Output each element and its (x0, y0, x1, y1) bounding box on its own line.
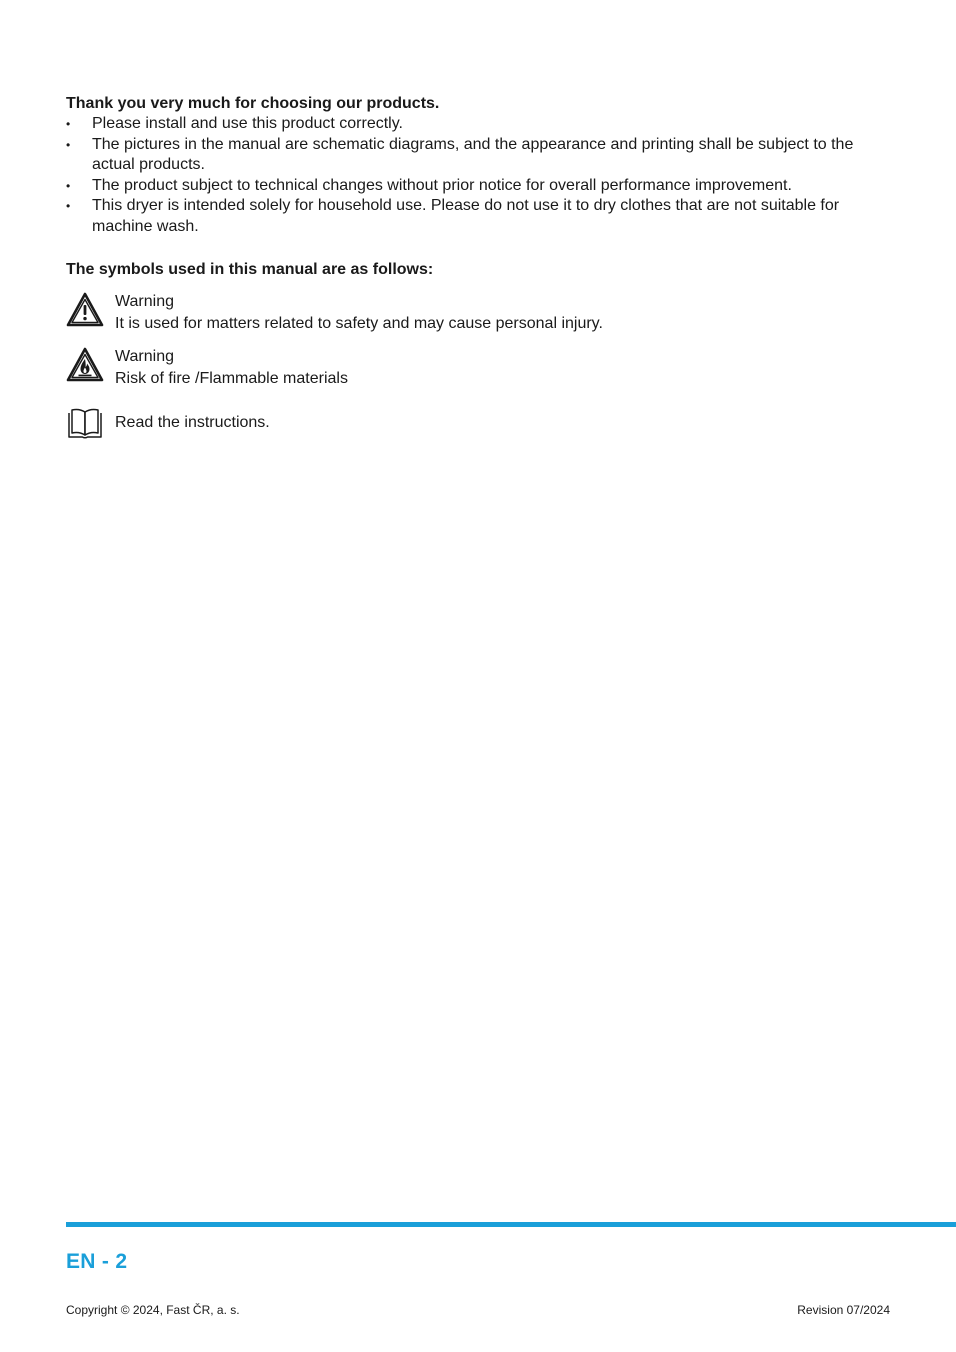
footer-divider (66, 1222, 956, 1227)
warning-triangle-icon (66, 291, 104, 329)
copyright-text: Copyright © 2024, Fast ČR, a. s. (66, 1303, 240, 1317)
list-item (66, 114, 896, 135)
symbol-text (115, 412, 270, 434)
bullet-text: Please install and use this product correctly. (92, 115, 403, 132)
open-book-icon (66, 404, 104, 442)
intro-heading: Thank you very much for choosing our products. (66, 95, 440, 112)
symbol-title: Warning (115, 348, 174, 365)
intro-bullet-list (66, 114, 896, 237)
list-item (66, 176, 896, 197)
symbol-description: Risk of fire /Flammable materials (115, 370, 348, 387)
symbol-text (115, 346, 348, 390)
symbol-fire-row (66, 346, 896, 390)
page-content (66, 93, 896, 442)
symbol-read-row (66, 404, 896, 442)
symbol-text (115, 291, 603, 335)
list-item (66, 135, 896, 176)
bullet-icon: • (66, 178, 71, 193)
symbol-warning-row (66, 291, 896, 335)
symbol-description: It is used for matters related to safety and may cause personal injury. (115, 315, 603, 332)
symbols-heading: The symbols used in this manual are as follows: (66, 261, 434, 278)
bullet-icon: • (66, 137, 71, 152)
bullet-text: This dryer is intended solely for household use. Please do not use it to dry clothes that are not suitable for machine wash. (92, 197, 840, 235)
revision-text: Revision 07/2024 (797, 1303, 890, 1317)
list-item (66, 196, 896, 237)
symbol-description: Read the instructions. (115, 414, 270, 431)
bullet-icon: • (66, 199, 71, 213)
symbol-title: Warning (115, 293, 174, 310)
bullet-text: The pictures in the manual are schematic diagrams, and the appearance and printing shall be subject to the actual products. (92, 135, 854, 173)
bullet-icon: • (66, 117, 71, 131)
bullet-text: The product subject to technical changes without prior notice for overall performance improvement. (92, 176, 792, 194)
fire-warning-icon (66, 346, 104, 384)
page-number: EN - 2 (66, 1250, 128, 1273)
